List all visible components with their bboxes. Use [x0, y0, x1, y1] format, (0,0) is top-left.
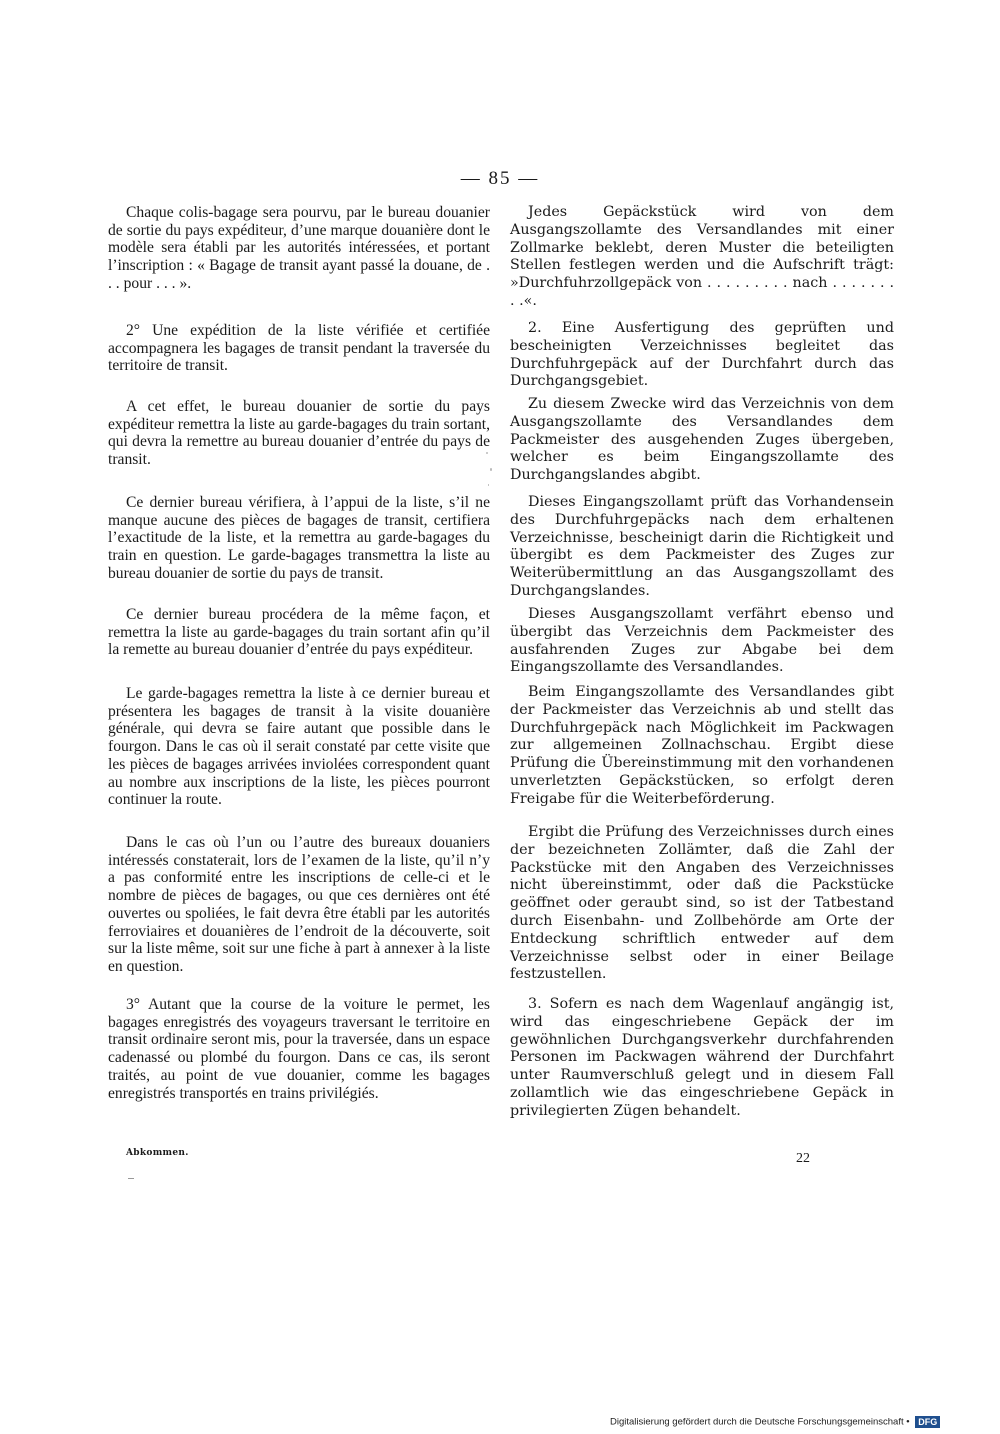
- footer-rule: [128, 1178, 134, 1179]
- signature-mark: Abkommen.: [126, 1148, 189, 1158]
- paragraph-de-3: Zu diesem Zwecke wird das Verzeichnis von dem Ausgangszollamte des Versandlandes dem Packmeister des ausgehenden Zuges übergeben, welcher es beim Eingangszollamte des Durchgangslandes abgibt.: [510, 396, 894, 484]
- digitization-credit: [610, 1416, 940, 1428]
- paragraph-fr-8: 3° Autant que la course de la voiture le permet, les bagages enregistrés des voyageurs traversant le territoire en transit ordinaire seront mis, pour la traversée, dans un espace cadenassé ou plombé du fourgon. Dans ce cas, ils seront traités, au point de vue douanier, comme les bagages enregistrés transportés en trains privilégiés.: [108, 996, 490, 1102]
- paragraph-de-7: Ergibt die Prüfung des Verzeichnisses durch eines der bezeichneten Zollämter, daß die Zahl der Packstücke mit den Angaben des Verzeichnisses nicht übereinstimmt, oder daß die Packstücke geöffnet oder geraubt sind, so ist der Tatbestand durch Eisenbahn- und Zollbehörde am Orte der Entdeckung schriftlich entweder auf dem Verzeichnisse selbst oder in einer Beilage festzustellen.: [510, 824, 894, 983]
- page-number: — 85 —: [460, 168, 540, 189]
- paragraph-de-6: Beim Eingangszollamte des Versandlandes gibt der Packmeister das Verzeichnis ab und stellt das Durchfuhrgepäck nach Möglichkeit im Packwagen zur allgemeinen Zollnachschau. Ergibt diese Prüfung die Übereinstimmung mit den vorhandenen unverletzten Gepäckstücken, so erfolgt deren Freigabe für die Weiterbeförderung.: [510, 684, 894, 807]
- digitization-note: Digitalisierung gefördert durch die Deutsche Forschungsgemeinschaft •: [610, 1416, 910, 1428]
- paragraph-fr-4: Ce dernier bureau vérifiera, à l’appui de la liste, s’il ne manque aucune des pièces de bagages de transit, certifiera l’exactitude de la liste, et la remettra au garde-bagages du train en question. Le garde-bagages transmettra la liste au bureau douanier de sortie du pays de transit.: [108, 494, 490, 582]
- dfg-logo-icon: DFG: [915, 1416, 940, 1428]
- paragraph-fr-5: Ce dernier bureau procédera de la même façon, et remettra la liste au garde-bagages du train sortant afin qu’il la remette au bureau douanier d’entrée du pays expéditeur.: [108, 606, 490, 659]
- scan-speck: [490, 468, 492, 471]
- paragraph-de-2: 2. Eine Ausfertigung des geprüften und bescheinigten Verzeichnisses begleitet das Durchfuhrgepäck auf der Durchfahrt durch das Durchgangsgebiet.: [510, 320, 894, 390]
- paragraph-fr-7: Dans le cas où l’un ou l’autre des bureaux douaniers intéressés constaterait, lors de l’examen de la liste, qu’il n’y a pas conformité entre les inscriptions de celle-ci et le nombre de pièces de bagages, ou que ces dernières ont été ouvertes ou spoliées, le fait devra être établi par les autorités ferroviaires et douanières de l’endroit de la découverte, soit sur la liste même, soit sur une fiche à part à annexer à la liste en question.: [108, 834, 490, 975]
- paragraph-de-1: Jedes Gepäckstück wird von dem Ausgangszollamte des Versandlandes mit einer Zollmarke beklebt, deren Muster die beteiligten Stellen festlegen werden und die Aufschrift trägt: »Durchfuhrzollgepäck von . . . . . . . . . nach . . . . . . . . .«.: [510, 204, 894, 309]
- paragraph-de-4: Dieses Eingangszollamt prüft das Vorhandensein des Durchfuhrgepäcks nach dem erhaltenen Verzeichnisse, bescheinigt darin die Richtigkeit und übergibt es dem Packmeister des Zuges zur Weiterübermittlung an das Ausgangszollamt des Durchgangslandes.: [510, 494, 894, 599]
- paragraph-fr-3: A cet effet, le bureau douanier de sortie du pays expéditeur remettra la liste au garde-bagages du train sortant, qui devra la remettre au bureau douanier d’entrée du pays de transit.: [108, 398, 490, 469]
- scan-speck: [488, 484, 489, 486]
- paragraph-fr-1: Chaque colis-bagage sera pourvu, par le bureau douanier de sortie du pays expéditeur, d’une marque douanière dont le modèle sera établi par les autorités intéressées, et portant l’inscription : « Bagage de transit ayant passé la douane, de . . . pour . . . ».: [108, 204, 490, 292]
- sheet-number: 22: [796, 1151, 810, 1166]
- paragraph-de-8: 3. Sofern es nach dem Wagenlauf angängig ist, wird das eingeschriebene Gepäck der im gewöhnlichen Durchgangsverkehr durchfahrenden Personen im Packwagen während der Durchfahrt unter Raumverschluß gelegt und in diesem Fall zollamtlich wie das eingeschriebene Gepäck in privilegierten Zügen behandelt.: [510, 996, 894, 1119]
- scan-speck: [486, 452, 488, 454]
- paragraph-fr-6: Le garde-bagages remettra la liste à ce dernier bureau et présentera les bagages de transit à la visite douanière générale, qui devra se faire autant que possible dans le fourgon. Dans le cas où il serait constaté par cette visite que les pièces de bagages arrivées inviolées correspondent quant au nombre aux inscriptions de la liste, les pièces pourront continuer la route.: [108, 685, 490, 809]
- paragraph-fr-2: 2° Une expédition de la liste vérifiée et certifiée accompagnera les bagages de transit pendant la traversée du territoire de transit.: [108, 322, 490, 375]
- paragraph-de-5: Dieses Ausgangszollamt verfährt ebenso und übergibt das Verzeichnis dem Packmeister des ausfahrenden Zuges zur Abgabe bei dem Eingangszollamte des Versandlandes.: [510, 606, 894, 676]
